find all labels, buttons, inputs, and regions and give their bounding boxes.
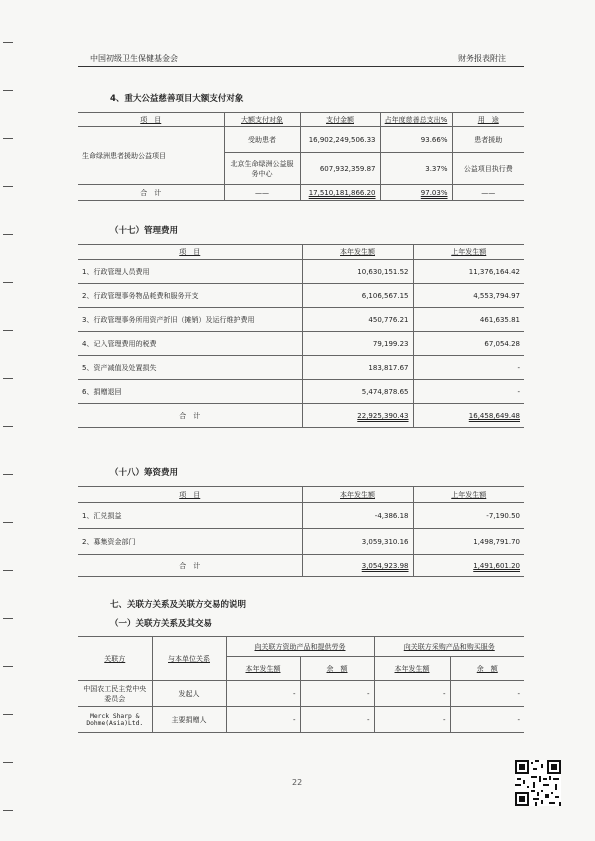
section4-table: [78, 112, 524, 201]
table-row-item: 4、记入管理费用的税费: [78, 332, 302, 356]
col-header: 上年发生额: [413, 487, 524, 503]
col-header: 大额支付对象: [224, 113, 300, 127]
col-header: 本年发生额: [226, 657, 300, 681]
page-number: 22: [292, 778, 303, 787]
col-header: 项 目: [78, 113, 224, 127]
table-cell: 3,059,310.16: [302, 529, 413, 555]
table-cell: 11,376,164.42: [413, 260, 524, 284]
total-cur: 22,925,390.43: [302, 404, 413, 428]
total-pct: 97.03%: [380, 185, 452, 201]
table-cell: 3.37%: [380, 153, 452, 185]
table-cell: -: [374, 681, 450, 707]
table-cell: -4,386.18: [302, 503, 413, 529]
total-label: 合 计: [78, 185, 224, 201]
total-label: 合 计: [78, 404, 302, 428]
total-label: 合 计: [78, 555, 302, 577]
table-cell: -: [413, 380, 524, 404]
table-cell: 患者援助: [452, 127, 524, 153]
table-cell: -: [450, 707, 524, 733]
table-cell: -7,190.50: [413, 503, 524, 529]
table-cell: 450,776.21: [302, 308, 413, 332]
section17-title: （十七）管理费用: [110, 226, 179, 236]
table-cell: 5,474,878.65: [302, 380, 413, 404]
table-cell: 607,932,359.87: [300, 153, 380, 185]
table-cell: 93.66%: [380, 127, 452, 153]
header-org: 中国初级卫生保健基金会: [90, 54, 178, 63]
col-group-header: 向关联方资助产品和提供劳务: [226, 637, 374, 657]
table-cell: -: [226, 707, 300, 733]
table-cell: 461,635.81: [413, 308, 524, 332]
header-section: 财务报表附注: [458, 54, 506, 63]
col-header: 关联方: [78, 637, 152, 681]
table-row-item: 1、汇兑损益: [78, 503, 302, 529]
col-header: 本年发生额: [302, 245, 413, 260]
section18-table: [78, 486, 524, 577]
table-cell: 67,054.28: [413, 332, 524, 356]
related-party-table: [78, 636, 524, 733]
party-name: 中国农工民主党中央委员会: [78, 681, 152, 707]
total-amount: 17,510,181,866.20: [300, 185, 380, 201]
section7-title: 七、关联方关系及关联方交易的说明: [110, 600, 247, 610]
section18-title: （十八）筹资费用: [110, 468, 179, 478]
table-cell: 4,553,794.97: [413, 284, 524, 308]
table-cell: 1,498,791.70: [413, 529, 524, 555]
col-header: 用 途: [452, 113, 524, 127]
col-header: 余 额: [450, 657, 524, 681]
table-cell: -: [226, 681, 300, 707]
table-cell: ——: [224, 185, 300, 201]
table-cell: ——: [452, 185, 524, 201]
qr-code-icon: [515, 760, 561, 806]
project-name: 生命绿洲患者援助公益项目: [78, 127, 224, 185]
section17-table: [78, 244, 524, 428]
table-cell: 79,199.23: [302, 332, 413, 356]
table-cell: 10,630,151.52: [302, 260, 413, 284]
table-cell: 公益项目执行费: [452, 153, 524, 185]
col-header: 余 额: [300, 657, 374, 681]
total-prev: 1,491,601.20: [413, 555, 524, 577]
table-cell: 16,902,249,506.33: [300, 127, 380, 153]
table-row-item: 6、捐赠退回: [78, 380, 302, 404]
table-cell: 受助患者: [224, 127, 300, 153]
table-row-item: 1、行政管理人员费用: [78, 260, 302, 284]
section7-subtitle: （一）关联方关系及其交易: [110, 619, 213, 629]
col-header: 项 目: [78, 487, 302, 503]
section4-title: 4、重大公益慈善项目大额支付对象: [110, 94, 244, 104]
col-header: 占年度慈善总支出%: [380, 113, 452, 127]
total-prev: 16,458,649.48: [413, 404, 524, 428]
table-cell: -: [300, 681, 374, 707]
party-relation: 发起人: [152, 681, 226, 707]
col-group-header: 向关联方采购产品和购买服务: [374, 637, 524, 657]
table-cell: 183,817.67: [302, 356, 413, 380]
table-cell: 6,106,567.15: [302, 284, 413, 308]
col-header: 上年发生额: [413, 245, 524, 260]
table-cell: -: [413, 356, 524, 380]
table-cell: -: [374, 707, 450, 733]
col-header: 项 目: [78, 245, 302, 260]
table-cell: -: [450, 681, 524, 707]
table-row-item: 3、行政管理事务所用资产折旧（摊销）及运行维护费用: [78, 308, 302, 332]
col-header: 本年发生额: [302, 487, 413, 503]
header-rule: [78, 66, 524, 67]
party-name: Merck Sharp & Dohme(Asia)Ltd.: [78, 707, 152, 733]
table-row-item: 2、募集资金部门: [78, 529, 302, 555]
total-cur: 3,054,923.98: [302, 555, 413, 577]
col-header: 与本单位关系: [152, 637, 226, 681]
table-cell: 北京生命绿洲公益服务中心: [224, 153, 300, 185]
table-row-item: 2、行政管理事务物品耗费和服务开支: [78, 284, 302, 308]
table-row-item: 5、资产减值及处置损失: [78, 356, 302, 380]
table-cell: -: [300, 707, 374, 733]
party-relation: 主要捐赠人: [152, 707, 226, 733]
col-header: 支付金额: [300, 113, 380, 127]
col-header: 本年发生额: [374, 657, 450, 681]
